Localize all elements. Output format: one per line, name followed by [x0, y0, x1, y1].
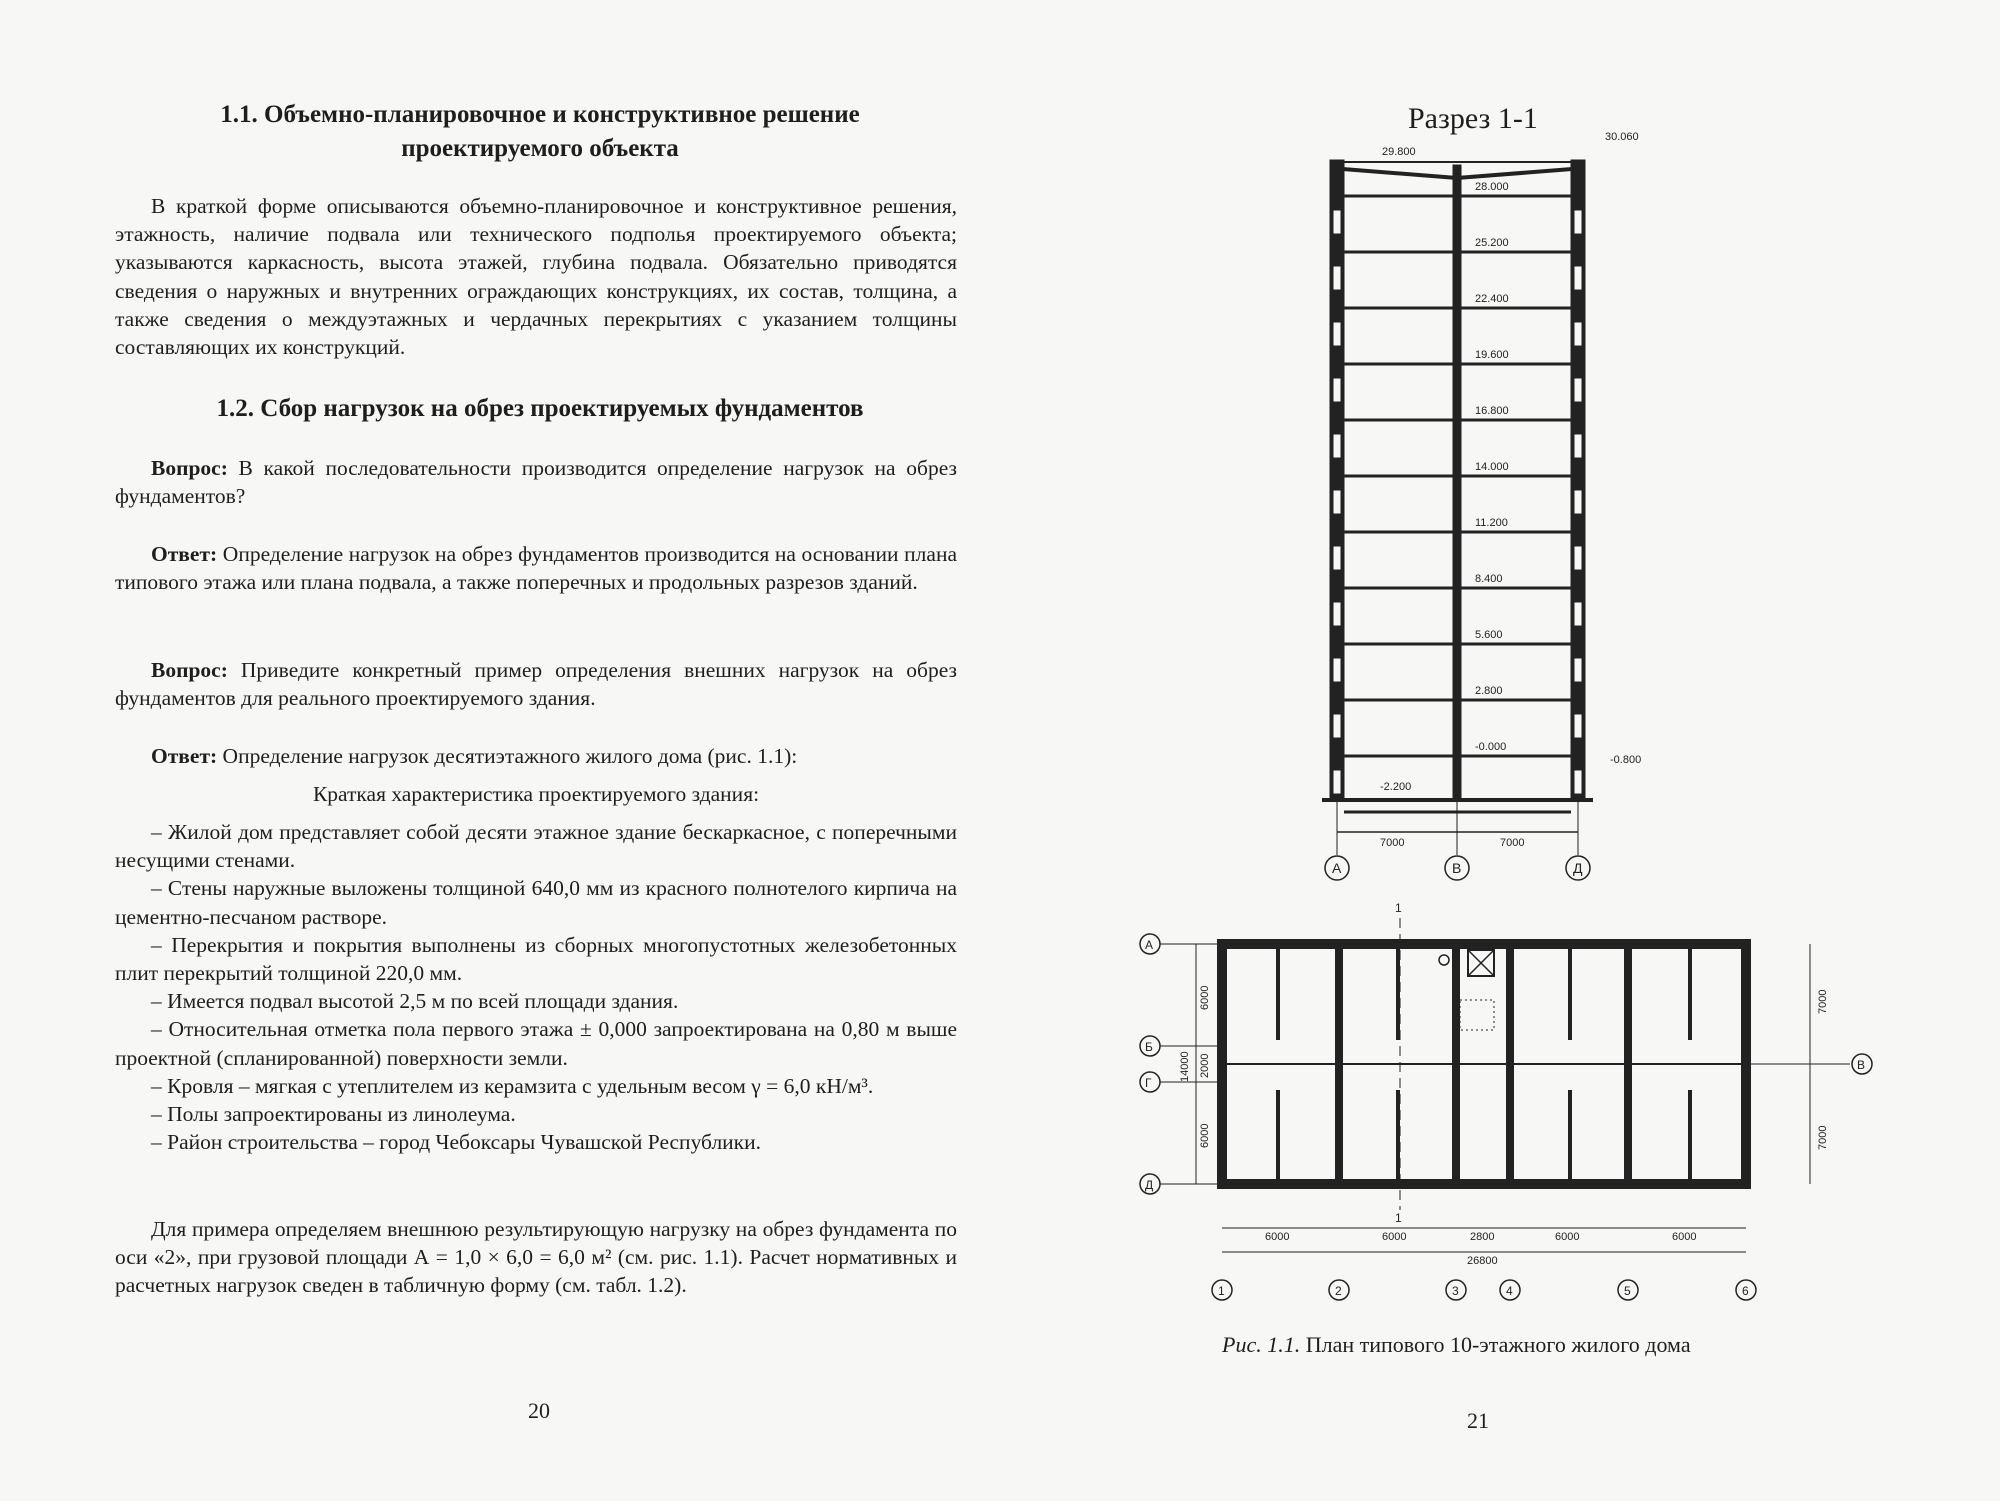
question-1: [115, 454, 957, 510]
list-item: – Район строительства – город Чебоксары Чувашской Республики.: [151, 1130, 761, 1155]
level-label: 11.200: [1475, 517, 1508, 529]
list-item: – Относительная отметка пола первого этажа ± 0,000 запроектирована на 0,80 м выше проектной (спланированной) поверхности земли.: [115, 1017, 957, 1070]
caption-label: Рис. 1.1.: [1222, 1332, 1301, 1357]
chute-symbol: [1439, 955, 1449, 965]
window: [1333, 490, 1341, 514]
plan-left-total: 14000: [1179, 1051, 1191, 1082]
list-item: – Полы запроектированы из линолеума.: [151, 1102, 516, 1127]
level-label: 16.800: [1475, 405, 1509, 417]
section-top-level: 30.060: [1605, 131, 1639, 143]
plan-bottom-dim: 6000: [1382, 1231, 1407, 1243]
window: [1574, 770, 1582, 794]
window: [1574, 434, 1582, 458]
stair: [1460, 1000, 1494, 1030]
level-label: 2.800: [1475, 685, 1503, 697]
heading-1-1: [110, 98, 970, 166]
plan-cut-label-top: 1: [1395, 901, 1402, 915]
level-label: 22.400: [1475, 293, 1509, 305]
window: [1333, 378, 1341, 402]
window: [1574, 322, 1582, 346]
window: [1574, 602, 1582, 626]
window: [1333, 210, 1341, 234]
plan-col-axis-label: 4: [1506, 1284, 1513, 1298]
section-axis-d: Д: [1573, 860, 1583, 876]
plan-col-axis-label: 1: [1218, 1284, 1225, 1298]
page-number-left: 20: [528, 1398, 550, 1423]
plan-bottom-dim: 6000: [1672, 1231, 1697, 1243]
question-2-label: Вопрос:: [151, 658, 228, 682]
plan-cut-label-bottom: 1: [1395, 1211, 1402, 1225]
heading-1-1-line1: 1.1. Объемно-планировочное и конструктивное решение: [220, 101, 860, 128]
level-label: 19.600: [1475, 349, 1509, 361]
question-2: [115, 656, 957, 712]
example-paragraph: Для примера определяем внешнюю результирующую нагрузку на обрез фундамента по оси «2», при грузовой площади А = 1,0 × 6,0 = 6,0 м² (см. рис. 1.1). Расчет нормативных и расчетных нагрузок сведен в табличную форму (см. табл. 1.2).: [115, 1217, 957, 1298]
window: [1333, 602, 1341, 626]
section-axis-v: В: [1452, 860, 1462, 876]
caption-text: План типового 10-этажного жилого дома: [1300, 1332, 1691, 1357]
window: [1574, 714, 1582, 738]
level-label: 8.400: [1475, 573, 1503, 585]
list-item: – Перекрытия и покрытия выполнены из сборных многопустотных железобетонных плит перекрытий толщиной 220,0 мм.: [115, 932, 957, 986]
window: [1333, 658, 1341, 682]
plan-total-dim: 26800: [1467, 1255, 1498, 1267]
heading-1-1-line2: проектируемого объекта: [401, 135, 679, 162]
section-dim-2: 7000: [1500, 837, 1525, 849]
answer-1-text: Определение нагрузок на обрез фундаментов производится на основании плана типового этажа или плана подвала, а также поперечных и продольных разрезов зданий.: [115, 542, 957, 595]
answer-2: [115, 742, 957, 770]
section-basement-level: -2.200: [1380, 781, 1412, 793]
level-label: 25.200: [1475, 237, 1509, 249]
window: [1333, 770, 1341, 794]
section-level-labels: [1475, 181, 1509, 753]
floor-plan: [1140, 918, 1872, 1300]
list-item: – Кровля – мягкая с утеплителем из керамзита с удельным весом γ = 6,0 кН/м³.: [151, 1073, 874, 1098]
building-drawings: [1000, 0, 2000, 1501]
question-2-text: Приведите конкретный пример определения внешних нагрузок на обрез фундаментов для реального проектируемого здания.: [115, 658, 957, 711]
characteristics-subtitle: Краткая характеристика проектируемого здания:: [312, 782, 760, 806]
question-1-text: В какой последовательности производится определение нагрузок на обрез фундаментов?: [115, 456, 957, 509]
plan-right-dim: 7000: [1817, 989, 1829, 1014]
window: [1333, 434, 1341, 458]
plan-bottom-dim: 6000: [1555, 1231, 1580, 1243]
description-paragraph: В краткой форме описываются объемно-планировочное и конструктивное решения, этажность, наличие подвала или технического подполья проектируемого объекта; указываются каркасность, высота этажей, глубина подвала. Обязательно приводятся сведения о наружных и внутренних ограждающих конструкциях, их состав, толщина, а также сведения о междуэтажных и чердачных перекрытиях с указанием толщины составляющих их конструкций.: [115, 194, 957, 360]
plan-bottom-dim: 2800: [1470, 1231, 1495, 1243]
plan-left-dim: 6000: [1199, 1123, 1211, 1148]
window: [1333, 546, 1341, 570]
window: [1574, 658, 1582, 682]
answer-2-label: Ответ:: [151, 744, 218, 768]
right-page: [1000, 0, 2000, 1501]
section-wall-right: [1571, 160, 1585, 800]
window: [1333, 266, 1341, 290]
section-drawing: [1322, 160, 1593, 880]
list-item: – Стены наружные выложены толщиной 640,0 мм из красного полнотелого кирпича на цементно-песчаном растворе.: [115, 876, 957, 929]
section-wall-middle: [1453, 165, 1461, 800]
heading-1-2: 1.2. Сбор нагрузок на обрез проектируемых фундаментов: [216, 395, 864, 422]
section-roof-level: 29.800: [1382, 146, 1416, 158]
section-wall-left: [1330, 160, 1344, 800]
question-1-label: Вопрос:: [151, 456, 228, 480]
plan-col-axis-label: 6: [1742, 1284, 1749, 1298]
page-number-right: 21: [1467, 1408, 1489, 1433]
section-ground-level: -0.800: [1610, 754, 1642, 766]
answer-2-text: Определение нагрузок десятиэтажного жилого дома (рис. 1.1):: [217, 744, 798, 768]
characteristics-list: [115, 818, 957, 1156]
level-label: 14.000: [1475, 461, 1509, 473]
section-dim-1: 7000: [1380, 837, 1405, 849]
plan-axis-label: Б: [1145, 1040, 1153, 1054]
plan-axis-label: Д: [1145, 1178, 1154, 1192]
level-label: 5.600: [1475, 629, 1503, 641]
level-label: 28.000: [1475, 181, 1509, 193]
answer-1: [115, 540, 957, 596]
plan-axis-label-right: В: [1857, 1058, 1866, 1072]
plan-left-dim: 6000: [1199, 985, 1211, 1010]
window: [1333, 322, 1341, 346]
plan-col-axis-label: 2: [1335, 1284, 1342, 1298]
list-item: – Имеется подвал высотой 2,5 м по всей площади здания.: [151, 989, 679, 1014]
figure-caption: [1222, 1332, 1691, 1358]
window: [1574, 490, 1582, 514]
window: [1574, 210, 1582, 234]
window: [1574, 546, 1582, 570]
plan-left-dim: 2000: [1199, 1053, 1211, 1078]
answer-1-label: Ответ:: [151, 542, 218, 566]
window: [1574, 378, 1582, 402]
plan-right-dim: 7000: [1817, 1125, 1829, 1150]
plan-col-axis-label: 5: [1624, 1284, 1631, 1298]
window: [1574, 266, 1582, 290]
plan-axis-label: Г: [1145, 1076, 1152, 1090]
level-label: -0.000: [1475, 741, 1507, 753]
window: [1333, 714, 1341, 738]
list-item: – Жилой дом представляет собой десяти этажное здание бескаркасное, с поперечными несущими стенами.: [115, 820, 957, 873]
plan-axis-label: А: [1145, 938, 1154, 952]
section-axis-a: А: [1332, 860, 1342, 876]
plan-col-axis-label: 3: [1452, 1284, 1459, 1298]
section-title: Разрез 1-1: [1408, 102, 1538, 135]
plan-bottom-dim: 6000: [1265, 1231, 1290, 1243]
